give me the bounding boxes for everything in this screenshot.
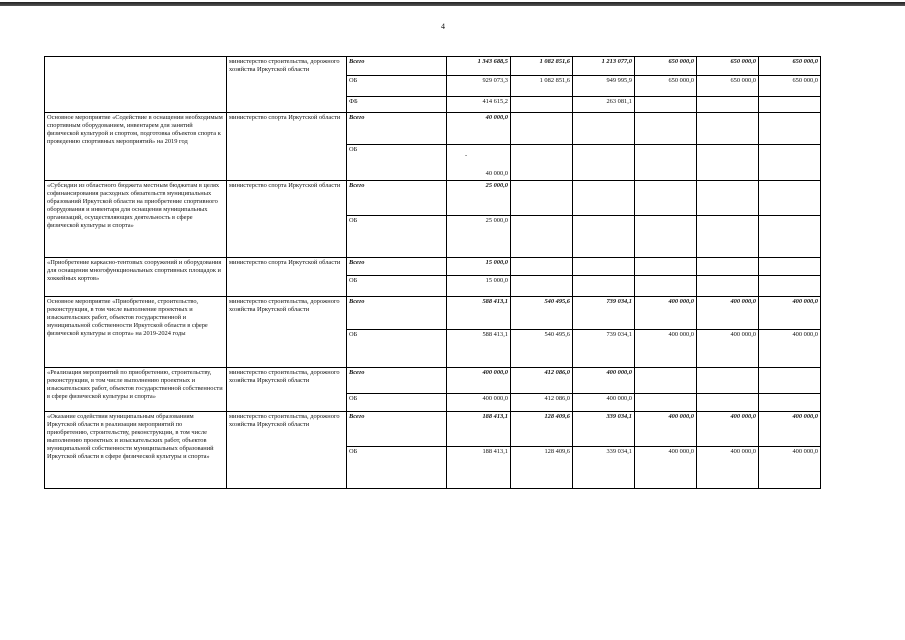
executor-cell: министерство строительства, дорожного хозяйства Иркутской области: [227, 57, 347, 113]
amount-cell: [573, 258, 635, 276]
amount-cell: 400 000,0: [635, 447, 697, 489]
amount-cell: 400 000,0: [759, 297, 821, 330]
funding-source-cell: ОБ: [347, 447, 447, 489]
amount-cell: 339 034,1: [573, 447, 635, 489]
funding-source-cell: ОБ: [347, 216, 447, 258]
amount-cell: 400 000,0: [697, 297, 759, 330]
amount-cell: 40 000,0: [447, 113, 511, 145]
executor-cell: министерство спорта Иркутской области: [227, 113, 347, 181]
amount-cell: 650 000,0: [635, 76, 697, 97]
amount-cell: 400 000,0: [759, 447, 821, 489]
amount-cell: [697, 181, 759, 216]
amount-cell: [511, 145, 573, 181]
amount-cell: [573, 145, 635, 181]
amount-value: 40 000,0: [485, 170, 508, 177]
amount-cell: 15 000,0: [447, 258, 511, 276]
executor-cell: министерство спорта Иркутской области: [227, 181, 347, 258]
amount-cell: 400 000,0: [447, 394, 511, 412]
amount-cell: [635, 394, 697, 412]
amount-cell: 650 000,0: [697, 57, 759, 76]
amount-cell: 400 000,0: [447, 368, 511, 394]
budget-table: [44, 56, 821, 489]
executor-cell: министерство строительства, дорожного хозяйства Иркутской области: [227, 368, 347, 412]
amount-cell: [511, 181, 573, 216]
funding-source-cell: ОБ: [347, 76, 447, 97]
amount-cell: [759, 145, 821, 181]
amount-cell: 588 413,1: [447, 330, 511, 368]
amount-cell: 739 034,1: [573, 297, 635, 330]
amount-cell: 25 000,0: [447, 181, 511, 216]
amount-cell: [573, 113, 635, 145]
amount-cell: 400 000,0: [697, 330, 759, 368]
amount-cell: [759, 276, 821, 297]
amount-cell: [635, 97, 697, 113]
executor-cell: министерство строительства, дорожного хозяйства Иркутской области: [227, 412, 347, 489]
amount-cell: [635, 216, 697, 258]
amount-cell: 339 034,1: [573, 412, 635, 447]
table-row: [45, 368, 821, 394]
amount-cell: [697, 394, 759, 412]
amount-cell: [573, 276, 635, 297]
amount-cell: 412 086,0: [511, 368, 573, 394]
amount-cell: [573, 216, 635, 258]
amount-cell: [697, 276, 759, 297]
amount-cell: [635, 258, 697, 276]
amount-cell: [697, 145, 759, 181]
table-row: [45, 181, 821, 216]
amount-cell: 400 000,0: [573, 368, 635, 394]
amount-cell: 1 082 851,6: [511, 57, 573, 76]
dash-mark: -: [465, 152, 468, 159]
activity-description-cell: [45, 57, 227, 113]
amount-cell: 400 000,0: [759, 412, 821, 447]
executor-cell: министерство спорта Иркутской области: [227, 258, 347, 297]
funding-source-cell: Всего: [347, 258, 447, 276]
amount-cell: [511, 113, 573, 145]
amount-cell: 929 073,3: [447, 76, 511, 97]
amount-cell: 1 343 688,5: [447, 57, 511, 76]
amount-cell: [511, 216, 573, 258]
amount-cell: 188 413,1: [447, 447, 511, 489]
amount-cell: 400 000,0: [635, 412, 697, 447]
amount-cell: [759, 368, 821, 394]
amount-cell: [635, 113, 697, 145]
amount-cell: [635, 368, 697, 394]
funding-source-cell: Всего: [347, 412, 447, 447]
amount-cell: [635, 276, 697, 297]
amount-cell: 400 000,0: [759, 330, 821, 368]
activity-description-cell: «Оказание содействия муниципальным образованиям Иркутской области в реализации мероприятий по приобретению, строительству, реконструкции, в том числе выполнению проектных и изыскательских работ, объектов муниципальной собственности муниципальных образований Иркутской области в сфере физической культуры и спорта»: [45, 412, 227, 489]
funding-source-cell: Всего: [347, 113, 447, 145]
amount-cell: 739 034,1: [573, 330, 635, 368]
amount-cell: 650 000,0: [759, 76, 821, 97]
funding-source-cell: Всего: [347, 181, 447, 216]
amount-cell: 1 082 851,6: [511, 76, 573, 97]
amount-cell: [697, 258, 759, 276]
amount-cell: [759, 181, 821, 216]
funding-source-cell: Всего: [347, 57, 447, 76]
funding-source-cell: ОБ: [347, 330, 447, 368]
amount-cell: [511, 276, 573, 297]
activity-description-cell: «Реализация мероприятий по приобретению, строительству, реконструкции, в том числе выполнению проектных и изыскательских работ, объектов государственной собственности в сфере физической культуры и спорта»: [45, 368, 227, 412]
amount-cell: [635, 145, 697, 181]
amount-cell: [447, 145, 511, 181]
amount-cell: 400 000,0: [697, 447, 759, 489]
amount-cell: 263 081,1: [573, 97, 635, 113]
amount-cell: 540 495,6: [511, 297, 573, 330]
amount-cell: 128 409,6: [511, 447, 573, 489]
table-row: [45, 57, 821, 76]
amount-cell: [759, 216, 821, 258]
funding-source-cell: Всего: [347, 368, 447, 394]
amount-cell: 15 000,0: [447, 276, 511, 297]
funding-source-cell: ФБ: [347, 97, 447, 113]
amount-cell: 650 000,0: [759, 57, 821, 76]
amount-cell: [697, 216, 759, 258]
amount-cell: [759, 113, 821, 145]
amount-cell: 412 086,0: [511, 394, 573, 412]
amount-cell: 25 000,0: [447, 216, 511, 258]
page-top-border: [0, 2, 905, 6]
amount-cell: [697, 97, 759, 113]
amount-cell: [697, 113, 759, 145]
amount-cell: [697, 368, 759, 394]
amount-cell: [759, 97, 821, 113]
activity-description-cell: Основное мероприятие «Приобретение, строительство, реконструкция, в том числе выполнение проектных и изыскательских работ, объектов государственной и муниципальной собственности Иркутской области в сфере физической культуры и спорта» на 2019-2024 годы: [45, 297, 227, 368]
amount-cell: [759, 394, 821, 412]
activity-description-cell: Основное мероприятие «Содействие в оснащении необходимым спортивным оборудованием, инвентарем для занятий физической культурой и спортом, подготовка объектов спорта к проведению спортивных мероприятий» на 2019 год: [45, 113, 227, 181]
amount-cell: 400 000,0: [635, 330, 697, 368]
funding-source-cell: ОБ: [347, 394, 447, 412]
activity-description-cell: «Субсидии из областного бюджета местным бюджетам в целях софинансирования расходных обязательств муниципальных образований Иркутской области на приобретение спортивного оборудования и инвентаря для оснащения муниципальных организаций, осуществляющих деятельность в сфере физической культуры и спорта»: [45, 181, 227, 258]
funding-source-cell: ОБ: [347, 145, 447, 181]
table-row: [45, 297, 821, 330]
table-row: [45, 113, 821, 145]
amount-cell: 1 213 077,0: [573, 57, 635, 76]
amount-cell: 188 413,1: [447, 412, 511, 447]
table-row: [45, 412, 821, 447]
amount-cell: 400 000,0: [635, 297, 697, 330]
amount-cell: [511, 97, 573, 113]
amount-cell: [511, 258, 573, 276]
amount-cell: 414 615,2: [447, 97, 511, 113]
amount-cell: 650 000,0: [697, 76, 759, 97]
amount-cell: 400 000,0: [697, 412, 759, 447]
page-number: 4: [441, 22, 445, 31]
amount-cell: [573, 181, 635, 216]
activity-description-cell: «Приобретение каркасно-тентовых сооружений и оборудования для оснащения многофункциональных спортивных площадок и хоккейных кортов»: [45, 258, 227, 297]
funding-source-cell: ОБ: [347, 276, 447, 297]
amount-cell: 949 995,9: [573, 76, 635, 97]
amount-cell: 128 409,6: [511, 412, 573, 447]
amount-cell: 400 000,0: [573, 394, 635, 412]
amount-cell: 650 000,0: [635, 57, 697, 76]
amount-cell: [635, 181, 697, 216]
amount-cell: [759, 258, 821, 276]
amount-cell: 588 413,1: [447, 297, 511, 330]
table-row: [45, 258, 821, 276]
funding-source-cell: Всего: [347, 297, 447, 330]
amount-cell: 540 495,6: [511, 330, 573, 368]
executor-cell: министерство строительства, дорожного хозяйства Иркутской области: [227, 297, 347, 368]
